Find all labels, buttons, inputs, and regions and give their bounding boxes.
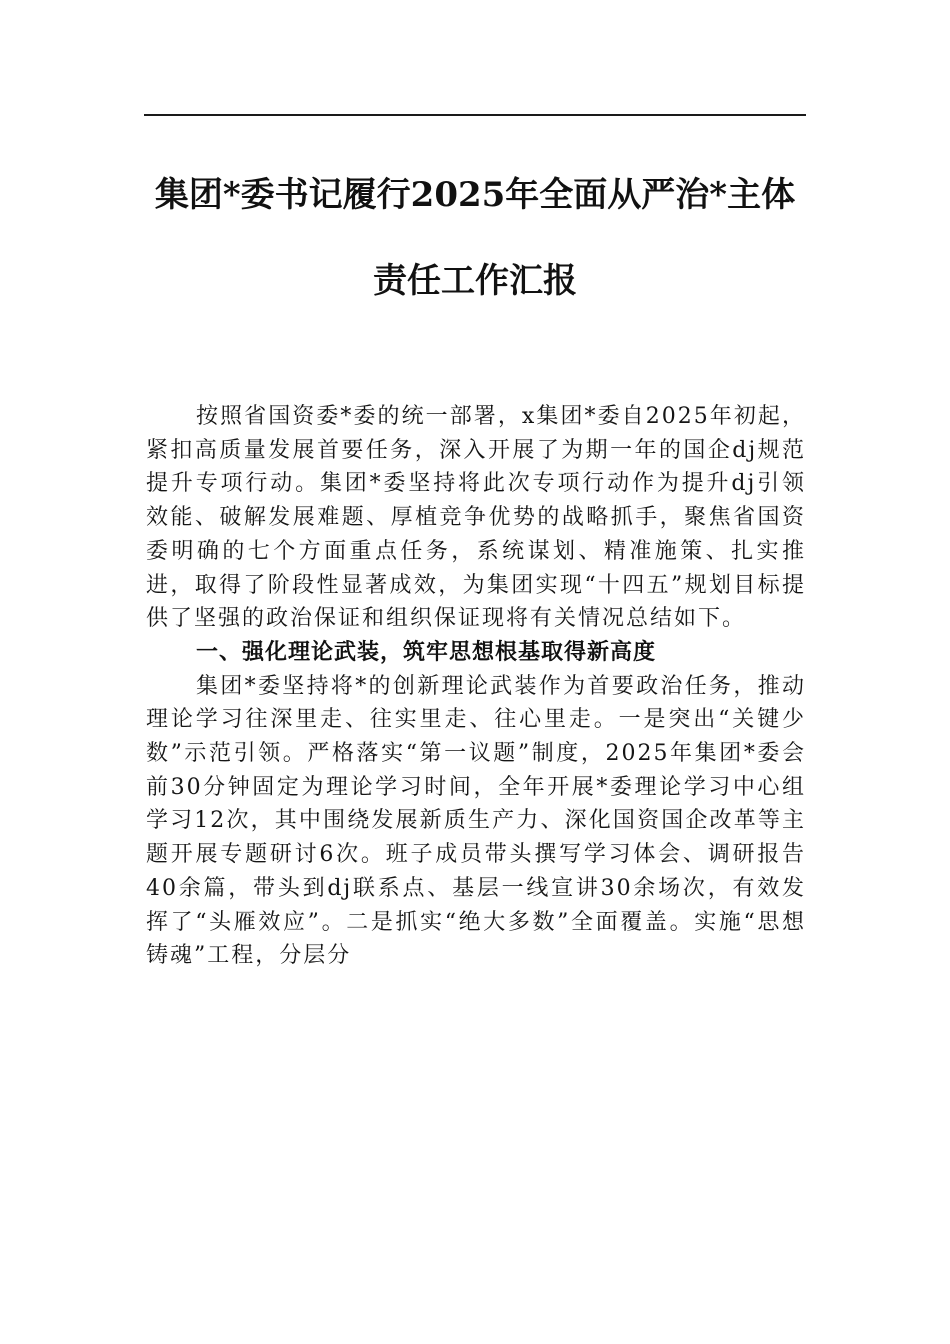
section-1-paragraph: 集团*委坚持将*的创新理论武装作为首要政治任务，推动理论学习往深里走、往实里走、往心里走。一是突出“关键少数”示范引领。严格落实“第一议题”制度，2025年集团*委会前30分钟固定为理论学习时间，全年开展*委理论学习中心组学习12次，其中围绕发展新质生产力、深化国资国企改革等主题开展专题研讨6次。班子成员带头撰写学习体会、调研报告40余篇，带头到dj联系点、基层一线宣讲30余场次，有效发挥了“头雁效应”。二是抓实“绝大多数”全面覆盖。实施“思想铸魂”工程，分层分	[146, 673, 806, 969]
document-body	[146, 400, 806, 973]
intro-paragraph: 按照省国资委*委的统一部署，x集团*委自2025年初起，紧扣高质量发展首要任务，深入开展了为期一年的国企dj规范提升专项行动。集团*委坚持将此次专项行动作为提升dj引领效能、破解发展难题、厚植竞争优势的战略抓手，聚焦省国资委明确的七个方面重点任务，系统谋划、精准施策、扎实推进，取得了阶段性显著成效，为集团实现“十四五”规划目标提供了坚强的政治保证和组织保证现将有关情况总结如下。	[146, 404, 806, 632]
title-line-2: 责任工作汇报	[373, 261, 577, 301]
title-line-1: 集团*委书记履行2025年全面从严治*主体	[154, 175, 796, 215]
section-1-heading: 一、强化理论武装，筑牢思想根基取得新高度	[196, 639, 657, 665]
document-title	[120, 175, 830, 350]
header-rule	[144, 114, 806, 116]
